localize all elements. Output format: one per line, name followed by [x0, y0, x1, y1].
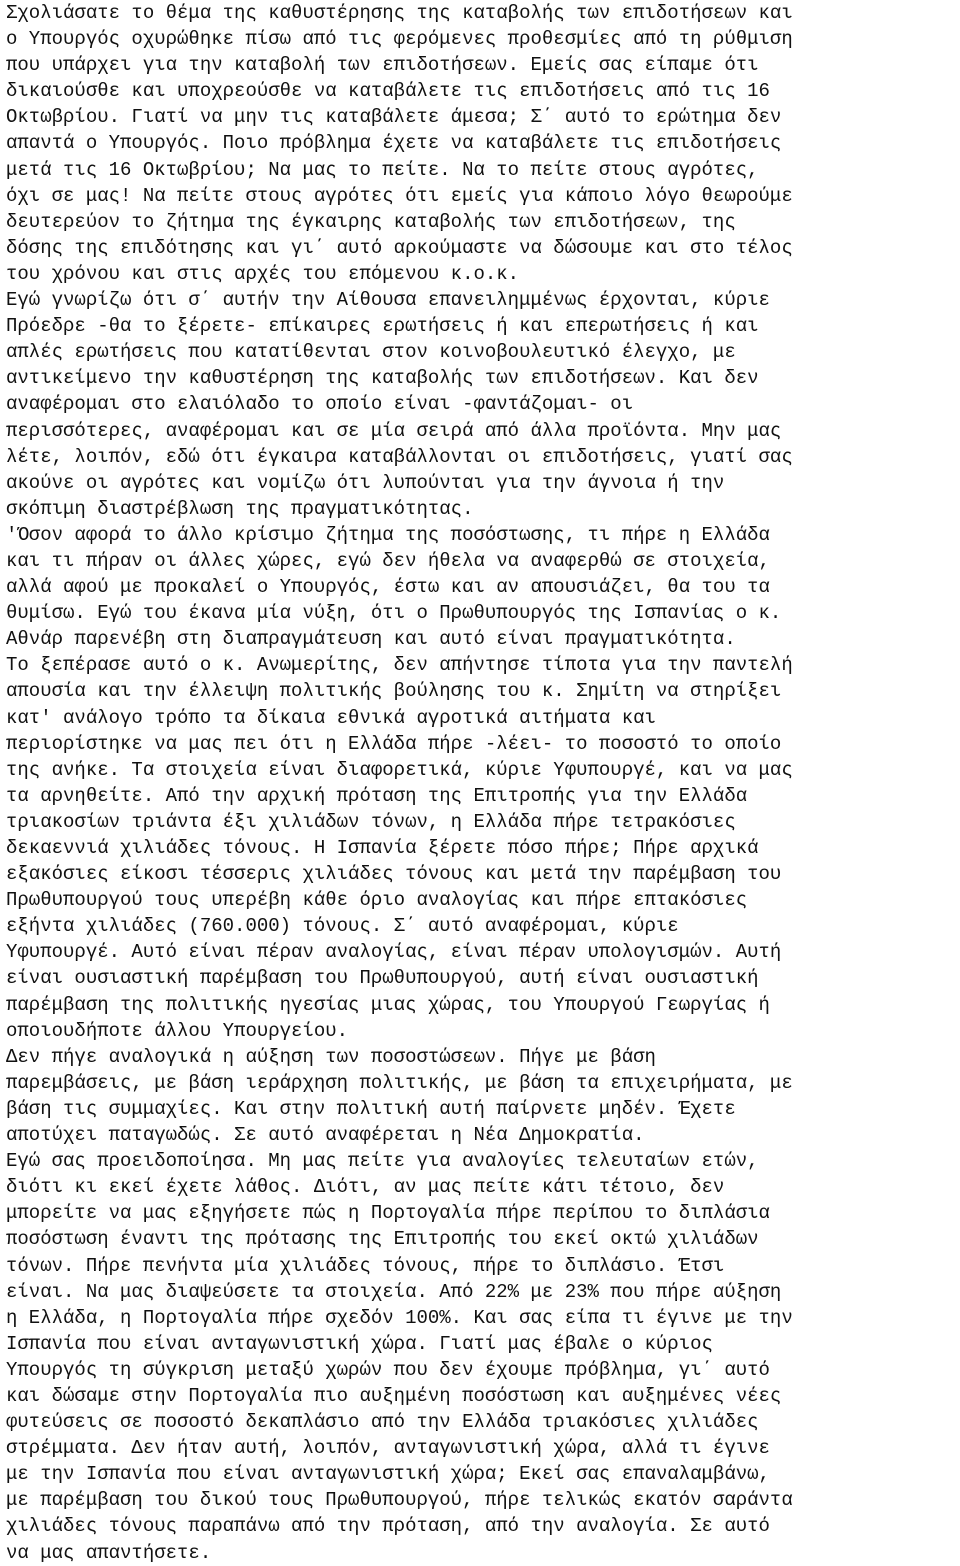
text-line: Υφυπουργέ. Αυτό είναι πέραν αναλογίας, είναι πέραν υπολογισμών. Αυτή — [6, 941, 782, 964]
text-line: Αθνάρ παρενέβη στη διαπραγμάτευση και αυτό είναι πραγματικότητα. — [6, 628, 736, 651]
text-line: Πρωθυπουργού τους υπερέβη κάθε όριο αναλογίας και πήρε επτακόσιες — [6, 889, 748, 912]
text-line: τα αρνηθείτε. Από την αρχική πρόταση της Επιτροπής για την Ελλάδα — [6, 784, 748, 807]
text-line: Δεν πήγε αναλογικά η αύξηση των ποσοστώσεων. Πήγε με βάση — [6, 1045, 656, 1068]
text-line: της ανήκε. Τα στοιχεία είναι διαφορετικά, κύριε Υφυπουργέ, και να μας — [6, 758, 793, 781]
text-line: λέτε, λοιπόν, εδώ ότι έγκαιρα καταβάλλονται οι επιδοτήσεις, γιατί σας — [6, 445, 793, 468]
text-line: κατ' ανάλογο τρόπο τα δίκαια εθνικά αγροτικά αιτήματα και — [6, 706, 656, 729]
text-line: όχι σε μας! Να πείτε στους αγρότες ότι εμείς για κάποιο λόγο θεωρούμε — [6, 184, 793, 207]
text-line: με παρέμβαση του δικού τους Πρωθυπουργού, πήρε τελικώς εκατόν σαράντα — [6, 1489, 793, 1512]
text-line: τόνων. Πήρε πενήντα μία χιλιάδες τόνους, πήρε το διπλάσιο. Έτσι — [6, 1254, 725, 1277]
text-line: χιλιάδες τόνους παραπάνω από την πρόταση, από την αναλογία. Σε αυτό — [6, 1515, 770, 1538]
text-line: αλλά αφού με προκαλεί ο Υπουργός, έστω και αν απουσιάζει, θα του τα — [6, 576, 770, 599]
text-line: η Ελλάδα, η Πορτογαλία πήρε σχεδόν 100%. Και σας είπα τι έγινε με την — [6, 1306, 793, 1329]
text-line: αποτύχει παταγωδώς. Σε αυτό αναφέρεται η Νέα Δημοκρατία. — [6, 1124, 645, 1147]
text-line: παρεμβάσεις, με βάση ιεράρχηση πολιτικής, με βάση τα επιχειρήματα, με — [6, 1071, 793, 1094]
text-line: που υπάρχει για την καταβολή των επιδοτήσεων. Εμείς σας είπαμε ότι — [6, 54, 759, 77]
text-line: να μας απαντήσετε. — [6, 1541, 212, 1564]
text-line: εξακόσιες είκοσι τέσσερις χιλιάδες τόνους και μετά την παρέμβαση του — [6, 863, 782, 886]
text-line: τριακοσίων τριάντα έξι χιλιάδων τόνων, η Ελλάδα πήρε τετρακόσιες — [6, 810, 736, 833]
text-line: είναι. Να μας διαψεύσετε τα στοιχεία. Από 22% με 23% που πήρε αύξηση — [6, 1280, 782, 1303]
text-line: Οκτωβρίου. Γιατί να μην τις καταβάλετε άμεσα; Σ΄ αυτό το ερώτημα δεν — [6, 106, 782, 129]
text-line: φυτεύσεις σε ποσοστό δεκαπλάσιο από την Ελλάδα τριακόσιες χιλιάδες — [6, 1411, 759, 1434]
text-line: παρέμβαση της πολιτικής ηγεσίας μιας χώρας, του Υπουργού Γεωργίας ή — [6, 993, 770, 1016]
text-line: Υπουργός τη σύγκριση μεταξύ χωρών που δεν έχουμε πρόβλημα, γι΄ αυτό — [6, 1358, 770, 1381]
text-line: αναφέρομαι στο ελαιόλαδο το οποίο είναι -φαντάζομαι- οι — [6, 393, 634, 416]
text-line: και τι πήραν οι άλλες χώρες, εγώ δεν ήθελα να αναφερθώ σε στοιχεία, — [6, 549, 770, 572]
text-line: μετά τις 16 Οκτωβρίου; Να μας το πείτε. Να το πείτε στους αγρότες, — [6, 158, 759, 181]
text-line: του χρόνου και στις αρχές του επόμενου κ.ο.κ. — [6, 262, 520, 285]
text-line: με την Ισπανία που είναι ανταγωνιστική χώρα; Εκεί σας επαναλαμβάνω, — [6, 1463, 770, 1486]
text-line: περιορίστηκε να μας πει ότι η Ελλάδα πήρε -λέει- το ποσοστό το οποίο — [6, 732, 782, 755]
text-line: Το ξεπέρασε αυτό ο κ. Ανωμερίτης, δεν απήντησε τίποτα για την παντελή — [6, 654, 793, 677]
text-line: οποιουδήποτε άλλου Υπουργείου. — [6, 1019, 349, 1042]
document-body — [6, 0, 956, 1566]
text-line: αντικείμενο την καθυστέρηση της καταβολής των επιδοτήσεων. Και δεν — [6, 367, 759, 390]
text-line: δικαιούσθε και υποχρεούσθε να καταβάλετε τις επιδοτήσεις από τις 16 — [6, 80, 770, 103]
text-line: περισσότερες, αναφέρομαι και σε μία σειρά από άλλα προϊόντα. Μην μας — [6, 419, 782, 442]
text-line: στρέμματα. Δεν ήταν αυτή, λοιπόν, ανταγωνιστική χώρα, αλλά τι έγινε — [6, 1437, 770, 1460]
text-line: βάση τις συμμαχίες. Και στην πολιτική αυτή παίρνετε μηδέν. Έχετε — [6, 1097, 736, 1120]
text-line: θυμίσω. Εγώ του έκανα μία νύξη, ότι ο Πρωθυπουργός της Ισπανίας ο κ. — [6, 602, 782, 625]
text-line: 'Όσον αφορά το άλλο κρίσιμο ζήτημα της ποσόστωσης, τι πήρε η Ελλάδα — [6, 523, 770, 546]
text-line: Ισπανία που είναι ανταγωνιστική χώρα. Γιατί μας έβαλε ο κύριος — [6, 1332, 713, 1355]
text-line: ο Υπουργός οχυρώθηκε πίσω από τις φερόμενες προθεσμίες από τη ρύθμιση — [6, 28, 793, 51]
text-line: ακούνε οι αγρότες και νομίζω ότι λυπούνται για την άγνοια ή την — [6, 471, 725, 494]
text-line: και δώσαμε στην Πορτογαλία πιο αυξημένη ποσόστωση και αυξημένες νέες — [6, 1384, 782, 1407]
text-line: είναι ουσιαστική παρέμβαση του Πρωθυπουργού, αυτή είναι ουσιαστική — [6, 967, 759, 990]
text-line: δόσης της επιδότησης και γι΄ αυτό αρκούμαστε να δώσουμε και στο τέλος — [6, 236, 793, 259]
text-line: ποσόστωση έναντι της πρότασης της Επιτροπής του εκεί οκτώ χιλιάδων — [6, 1228, 759, 1251]
text-line: Εγώ γνωρίζω ότι σ΄ αυτήν την Αίθουσα επανειλημμένως έρχονται, κύριε — [6, 289, 770, 312]
text-line: Σχολιάσατε το θέμα της καθυστέρησης της καταβολής των επιδοτήσεων και — [6, 2, 793, 24]
text-line: σκόπιμη διαστρέβλωση της πραγματικότητας. — [6, 497, 474, 520]
text-line: απουσία και την έλλειψη πολιτικής βούλησης του κ. Σημίτη να στηρίξει — [6, 680, 782, 703]
text-line: Εγώ σας προειδοποίησα. Μη μας πείτε για αναλογίες τελευταίων ετών, — [6, 1150, 759, 1173]
text-line: απαντά ο Υπουργός. Ποιο πρόβλημα έχετε να καταβάλετε τις επιδοτήσεις — [6, 132, 782, 155]
text-line: εξήντα χιλιάδες (760.000) τόνους. Σ΄ αυτό αναφέρομαι, κύριε — [6, 915, 679, 938]
text-line: δευτερεύον το ζήτημα της έγκαιρης καταβολής των επιδοτήσεων, της — [6, 210, 736, 233]
text-line: μπορείτε να μας εξηγήσετε πώς η Πορτογαλία πήρε περίπου το διπλάσια — [6, 1202, 770, 1225]
text-line: απλές ερωτήσεις που κατατίθενται στον κοινοβουλευτικό έλεγχο, με — [6, 341, 736, 364]
text-line: διότι κι εκεί έχετε λάθος. Διότι, αν μας πείτε κάτι τέτοιο, δεν — [6, 1176, 725, 1199]
text-line: δεκαεννιά χιλιάδες τόνους. Η Ισπανία ξέρετε πόσο πήρε; Πήρε αρχικά — [6, 837, 759, 859]
text-line: Πρόεδρε -θα το ξέρετε- επίκαιρες ερωτήσεις ή και επερωτήσεις ή και — [6, 315, 759, 338]
